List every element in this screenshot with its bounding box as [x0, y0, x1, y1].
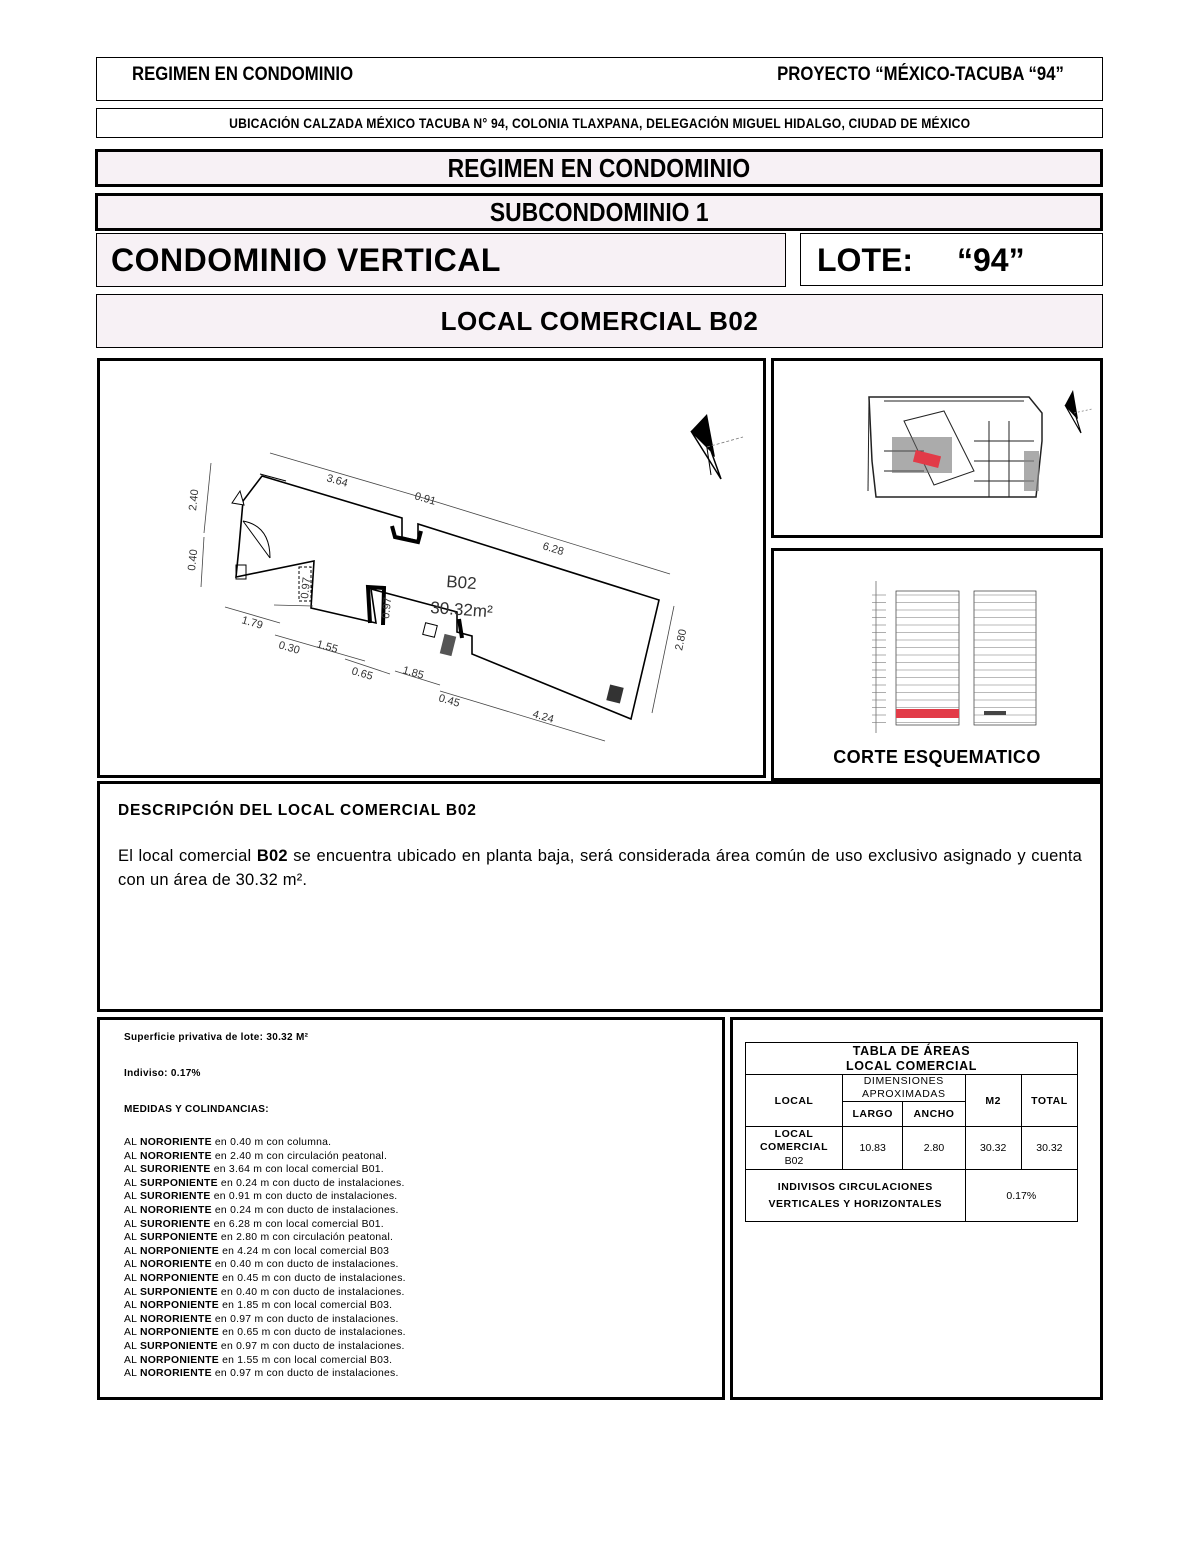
colindancia-item: AL NORORIENTE en 0.40 m con ducto de instalaciones.: [124, 1259, 399, 1271]
colindancia-item: AL NORORIENTE en 2.40 m con circulación peatonal.: [124, 1150, 388, 1162]
colindancia-item: AL SURPONIENTE en 0.40 m con ducto de instalaciones.: [124, 1286, 405, 1298]
local-title: LOCAL COMERCIAL B02: [440, 305, 759, 336]
regimen-title: REGIMEN EN CONDOMINIO: [447, 152, 751, 183]
colindancias-list: [124, 1136, 406, 1381]
indivisos-label-cell: INDIVISOS CIRCULACIONES VERTICALES Y HORIZONTALES: [746, 1170, 966, 1222]
duct-box: [423, 623, 438, 638]
row-m2-cell: 30.32: [965, 1127, 1021, 1170]
dim-label: 0.45: [437, 692, 462, 710]
colindancia-item: AL NORORIENTE en 0.24 m con ducto de instalaciones.: [124, 1204, 399, 1216]
regimen-title-bar: [95, 149, 1103, 187]
header-proyecto: PROYECTO “MÉXICO-TACUBA “94”: [777, 64, 1064, 85]
site-plan-panel: [771, 358, 1103, 538]
dim-label: 4.24: [531, 708, 556, 726]
row-ancho-cell: 2.80: [903, 1127, 965, 1170]
dim-label: 2.40: [187, 488, 202, 512]
indiviso-text: Indiviso: 0.17%: [124, 1068, 201, 1079]
col-dimensiones-header: DIMENSIONES APROXIMADAS: [843, 1075, 966, 1102]
colindancia-item: AL SURORIENTE en 3.64 m con local comercial B01.: [124, 1164, 384, 1176]
superficie-text: Superficie privativa de lote: 30.32 M²: [124, 1032, 309, 1043]
lote-value: “94”: [957, 242, 1025, 278]
col-total-header: TOTAL: [1021, 1075, 1077, 1127]
dim-label: 1.79: [240, 614, 265, 632]
col-local-header: LOCAL: [746, 1075, 843, 1127]
north-arrow-icon: [691, 414, 743, 479]
dim-label: 0.97: [380, 596, 395, 620]
details-panel: [97, 1017, 725, 1400]
dim-label: 0.97: [299, 576, 314, 600]
dimension-lines: [201, 453, 674, 741]
unit-label: B02: [445, 572, 478, 594]
unit-area: 30.32m²: [429, 598, 494, 622]
colindancia-item: AL NORORIENTE en 0.97 m con ducto de instalaciones.: [124, 1368, 399, 1380]
floor-plan-panel: [97, 358, 766, 778]
colindancia-item: AL NORPONIENTE en 1.55 m con local comercial B03.: [124, 1354, 393, 1366]
condominio-box: [96, 233, 786, 287]
colindancia-item: AL NORORIENTE en 0.97 m con ducto de instalaciones.: [124, 1313, 399, 1325]
site-plan-drawing: [774, 361, 1100, 535]
lote-box: [800, 233, 1103, 286]
dim-label: 3.64: [325, 472, 350, 490]
areas-table-title: TABLA DE ÁREAS LOCAL COMERCIAL: [746, 1043, 1078, 1075]
dim-label: 6.28: [541, 540, 566, 559]
colindancia-item: AL SURORIENTE en 0.91 m con ducto de instalaciones.: [124, 1191, 398, 1203]
colindancia-item: AL NORPONIENTE en 0.65 m con ducto de instalaciones.: [124, 1327, 406, 1339]
corte-drawing: [774, 551, 1100, 741]
areas-table: [745, 1042, 1078, 1222]
subcondominio-bar: [95, 193, 1103, 231]
colindancia-item: AL NORPONIENTE en 4.24 m con local comercial B03: [124, 1245, 390, 1257]
address-bar: [96, 108, 1103, 138]
dim-label: 0.40: [186, 548, 201, 572]
colindancia-item: AL NORORIENTE en 0.40 m con columna.: [124, 1137, 332, 1148]
col-m2-header: M2: [965, 1075, 1021, 1127]
row-local-cell: LOCAL COMERCIAL B02: [746, 1127, 843, 1170]
dim-label: 0.91: [413, 490, 438, 508]
col-largo-header: LARGO: [843, 1102, 903, 1127]
row-largo-cell: 10.83: [843, 1127, 903, 1170]
colindancia-item: AL SURPONIENTE en 2.80 m con circulación peatonal.: [124, 1232, 394, 1244]
dim-label: 0.65: [350, 665, 375, 683]
highlighted-unit: [896, 709, 959, 718]
colindancia-item: AL SURPONIENTE en 0.24 m con ducto de instalaciones.: [124, 1177, 405, 1189]
medidas-title: MEDIDAS Y COLINDANCIAS:: [124, 1104, 269, 1115]
column-block: [440, 634, 456, 656]
subcondominio-title: SUBCONDOMINIO 1: [489, 196, 709, 227]
dim-label: 1.85: [401, 664, 426, 682]
row-total-cell: 30.32: [1021, 1127, 1077, 1170]
corte-panel: [771, 548, 1103, 781]
colindancia-item: AL NORPONIENTE en 1.85 m con local comercial B03.: [124, 1300, 393, 1312]
description-title: DESCRIPCIÓN DEL LOCAL COMERCIAL B02: [118, 802, 477, 819]
colindancia-item: AL SURORIENTE en 6.28 m con local comercial B01.: [124, 1218, 384, 1230]
indivisos-value-cell: 0.17%: [965, 1170, 1077, 1222]
local-title-bar: [96, 294, 1103, 348]
dim-label: 2.80: [673, 628, 690, 652]
condominio-title: CONDOMINIO VERTICAL: [111, 242, 501, 278]
lote-label: LOTE:: [817, 242, 913, 278]
address-text: UBICACIÓN CALZADA MÉXICO TACUBA N° 94, COLONIA TLAXPANA, DELEGACIÓN MIGUEL HIDALGO, CIUDAD DE MÉXICO: [228, 115, 971, 131]
north-arrow-icon: [1065, 390, 1092, 433]
corte-label: CORTE ESQUEMATICO: [833, 747, 1041, 767]
colindancia-item: AL NORPONIENTE en 0.45 m con ducto de instalaciones.: [124, 1272, 406, 1284]
colindancia-item: AL SURPONIENTE en 0.97 m con ducto de instalaciones.: [124, 1340, 405, 1352]
description-text: El local comercial B02 se encuentra ubicado en planta baja, será considerada área común de uso exclusivo asignado y cuenta con un área de 30.32 m².: [118, 847, 1082, 889]
header-regimen: REGIMEN EN CONDOMINIO: [132, 64, 354, 85]
description-panel: [97, 781, 1103, 1012]
dim-label: 0.30: [277, 639, 302, 657]
door-symbol: [232, 491, 270, 558]
col-ancho-header: ANCHO: [903, 1102, 965, 1127]
dim-label: 1.55: [315, 638, 340, 656]
areas-panel: [730, 1017, 1103, 1400]
floor-plan-drawing: [100, 361, 763, 775]
column-block: [606, 685, 623, 704]
